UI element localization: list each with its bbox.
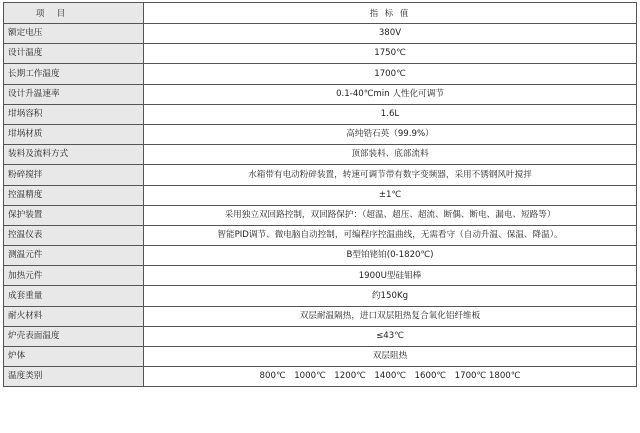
table-row <box>4 246 637 266</box>
table-row <box>4 306 637 326</box>
row-key: 耐火材料 <box>4 306 144 326</box>
table-row <box>4 347 637 367</box>
row-key: 粉碎搅拌 <box>4 165 144 185</box>
table-row <box>4 205 637 225</box>
row-key: 保护装置 <box>4 205 144 225</box>
row-value: 采用独立双回路控制，双回路保护：（超温、超压、超流、断偶、断电、漏电、短路等） <box>144 205 637 225</box>
row-value: 双层阻热 <box>144 347 637 367</box>
row-key: 炉壳表面温度 <box>4 326 144 346</box>
table-row <box>4 84 637 104</box>
table-row <box>4 44 637 64</box>
row-value: 0.1-40℃min 人性化可调节 <box>144 84 637 104</box>
table-row <box>4 185 637 205</box>
table-row <box>4 64 637 84</box>
row-value: 智能PID调节、微电脑自动控制，可编程序控温曲线，无需看守（自动升温、保温、降温）。 <box>144 225 637 245</box>
table-row <box>4 286 637 306</box>
table-row <box>4 326 637 346</box>
table-row <box>4 104 637 124</box>
row-value: 约150Kg <box>144 286 637 306</box>
header-value: 指 标 值 <box>144 3 637 24</box>
spec-table <box>3 2 637 387</box>
row-key: 成套重量 <box>4 286 144 306</box>
row-value: ±1℃ <box>144 185 637 205</box>
table-row <box>4 145 637 165</box>
row-value: ≤43℃ <box>144 326 637 346</box>
row-key: 设计升温速率 <box>4 84 144 104</box>
table-row <box>4 24 637 44</box>
row-value: 1750℃ <box>144 44 637 64</box>
row-key: 坩埚容积 <box>4 104 144 124</box>
table-row <box>4 124 637 144</box>
row-value: 1900U型硅钼棒 <box>144 266 637 286</box>
table-header-row <box>4 3 637 24</box>
row-key: 长期工作温度 <box>4 64 144 84</box>
spec-table-container <box>3 2 636 387</box>
table-row <box>4 266 637 286</box>
row-value: 高纯锆石英（99.9%） <box>144 124 637 144</box>
row-key: 温度类别 <box>4 367 144 387</box>
row-key: 额定电压 <box>4 24 144 44</box>
row-key: 测温元件 <box>4 246 144 266</box>
row-value: 双层耐温隔热，进口双层阻热复合氧化铝纤维板 <box>144 306 637 326</box>
row-value: B型铂铑铂(0-1820℃) <box>144 246 637 266</box>
row-value: 顶部装料、底部流料 <box>144 145 637 165</box>
spec-table-body <box>4 3 637 387</box>
row-key: 控温精度 <box>4 185 144 205</box>
table-row <box>4 165 637 185</box>
row-value: 1.6L <box>144 104 637 124</box>
row-key: 炉体 <box>4 347 144 367</box>
row-value: 1700℃ <box>144 64 637 84</box>
row-key: 装料及流料方式 <box>4 145 144 165</box>
row-key: 控温仪表 <box>4 225 144 245</box>
table-row <box>4 225 637 245</box>
row-value: 800℃ 1000℃ 1200℃ 1400℃ 1600℃ 1700℃ 1800℃ <box>144 367 637 387</box>
header-item: 项 目 <box>4 3 144 24</box>
row-key: 设计温度 <box>4 44 144 64</box>
table-row <box>4 367 637 387</box>
row-value: 水箱带有电动粉碎装置，转速可调节带有数字变频器，采用不锈钢风叶搅拌 <box>144 165 637 185</box>
row-key: 坩埚材质 <box>4 124 144 144</box>
row-value: 380V <box>144 24 637 44</box>
row-key: 加热元件 <box>4 266 144 286</box>
